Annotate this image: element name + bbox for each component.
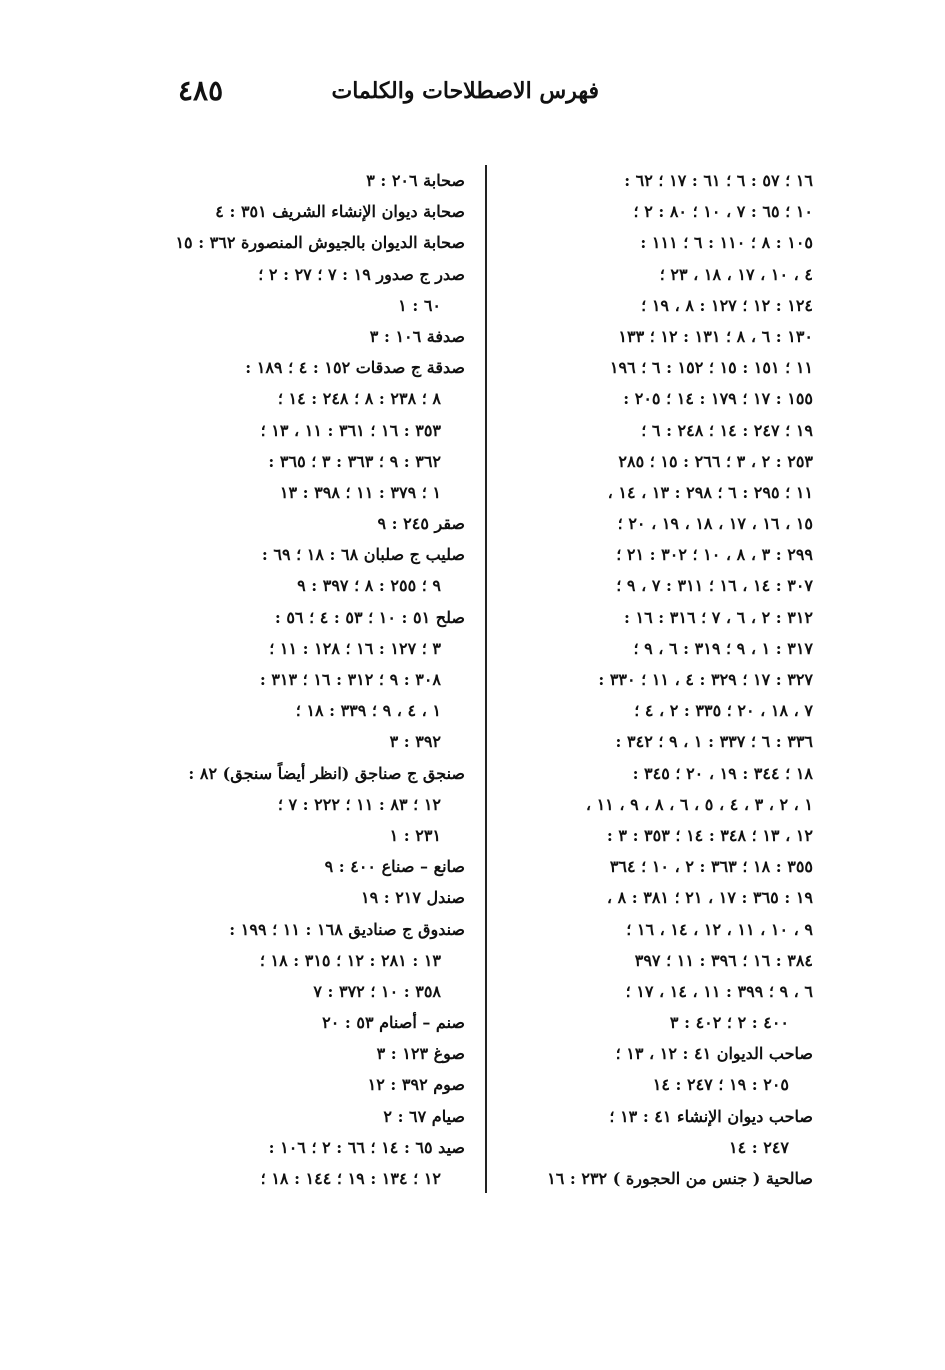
index-line: ١٢ ، ١٣ ؛ ٣٤٨ : ١٤ ؛ ٣٥٣ : ٣ : (606, 825, 813, 845)
index-line: ٣ ؛ ١٢٧ : ١٦ ؛ ١٢٨ : ١١ ؛ (269, 638, 441, 658)
index-line: ٣٢٧ : ١٧ ؛ ٣٢٩ : ٤ ، ١١ ؛ ٣٣٠ : (598, 670, 813, 689)
index-line: ١٢ ؛ ١٣٤ : ١٩ ؛ ١٤٤ : ١٨ ؛ (260, 1169, 441, 1188)
index-line: ٣٥٣ : ١٦ ؛ ٣٦١ : ١١ ، ١٣ ؛ (260, 420, 441, 440)
index-line: صانع – صناع ٤٠٠ : ٩ (324, 857, 465, 877)
index-line: ٨ ؛ ٢٣٨ : ٨ ؛ ٢٤٨ : ١٤ ؛ (277, 389, 441, 409)
index-line: صدفة ١٠٦ : ٣ (369, 326, 465, 346)
index-line: ٩ ، ١٠ ، ١١ ، ١٢ ، ١٤ ، ١٦ ؛ (626, 919, 813, 939)
index-line: صوغ ١٢٣ : ٣ (376, 1044, 465, 1064)
index-line: صيد ٦٥ : ١٤ ؛ ٦٦ : ٢ ؛ ١٠٦ : (268, 1137, 465, 1157)
page-header (0, 68, 945, 112)
index-line: ١٥ ، ١٦ ، ١٧ ، ١٨ ، ١٩ ، ٢٠ ؛ (617, 514, 813, 534)
index-line: صلح ٥١ : ١٠ ؛ ٥٣ : ٤ ؛ ٥٦ : (274, 607, 465, 627)
index-line: ٩ ؛ ٢٥٥ : ٨ ؛ ٣٩٧ : ٩ (297, 576, 441, 596)
index-line: صالحية ( جنس من الحجورة ) ٢٣٢ : ١٦ (547, 1169, 813, 1188)
index-column-left (155, 165, 465, 1194)
index-line: ١٥٥ : ١٧ ؛ ١٧٩ : ١٤ ؛ ٢٠٥ : (623, 389, 813, 409)
index-line: ٣٦٢ : ٩ ؛ ٣٦٣ : ٣ ؛ ٣٦٥ : (268, 451, 441, 471)
index-line: صحابة الديوان بالجيوش المنصورة ٣٦٢ : ١٥ (175, 233, 465, 253)
index-line: صحابة ٢٠٦ : ٣ (366, 171, 465, 190)
index-line: ٢٠٥ : ١٩ ؛ ٢٤٧ : ١٤ (652, 1075, 789, 1095)
index-line: ٢٣١ : ١ (389, 825, 441, 845)
index-line: ٦ ، ٩ ؛ ٣٩٩ : ١١ ، ١٤ ، ١٧ ؛ (625, 981, 813, 1001)
index-line: ٦٠ : ١ (398, 295, 441, 315)
index-line: ٢٤٧ : ١٤ (728, 1137, 789, 1157)
index-line: ١٢ ؛ ٨٣ : ١١ ؛ ٢٢٢ : ٧ ؛ (277, 794, 441, 814)
column-divider (485, 165, 487, 1193)
index-line: ١ ؛ ٣٧٩ : ١١ ؛ ٣٩٨ : ١٣ (279, 482, 441, 502)
index-line: ٢٩٩ : ٣ ، ٨ ، ١٠ ؛ ٣٠٢ : ٢١ ؛ (616, 545, 813, 565)
page-number: ٤٨٥ (178, 74, 224, 107)
index-line: ١٦ ؛ ٥٧ : ٦ ؛ ٦١ : ١٧ ؛ ٦٢ : (624, 171, 813, 190)
index-line: ١٣ : ٢٨١ : ١٢ ؛ ٣١٥ : ١٨ ؛ (259, 950, 441, 970)
index-line: صاحب ديوان الإنشاء ٤١ : ١٣ ؛ (609, 1106, 813, 1126)
index-line: صليب ج صلبان ٦٨ : ١٨ ؛ ٦٩ : (261, 545, 465, 565)
index-line: ١٠ ؛ ٦٥ : ٧ ، ١٠ ؛ ٨٠ : ٢ ؛ (633, 202, 813, 222)
index-line: ٣٨٤ : ١٦ ؛ ٣٩٦ : ١١ ؛ ٣٩٧ (634, 950, 813, 970)
index-line: ٢٥٣ : ٢ ، ٣ ؛ ٢٦٦ : ١٥ ؛ ٢٨٥ (618, 451, 813, 471)
index-line: ٣٩٢ : ٣ (389, 732, 441, 752)
index-line: صدر ج صدور ١٩ : ٧ ؛ ٢٧ : ٢ ؛ (258, 264, 465, 284)
index-line: ٤٠٠ : ٢ ؛ ٤٠٢ : ٣ (669, 1013, 789, 1033)
index-line: صقر ٢٤٥ : ٩ (377, 514, 465, 534)
index-line: ٣٠٧ : ١٤ ، ١٦ ؛ ٣١١ : ٧ ، ٩ ؛ (616, 576, 813, 596)
page-title: فهرس الاصطلاحات والكلمات (331, 78, 599, 104)
index-line: ٣١٧ : ١ ، ٩ ؛ ٣١٩ : ٦ ، ٩ ؛ (633, 638, 813, 658)
index-line: صاحب الديوان ٤١ : ١٢ ، ١٣ ؛ (615, 1044, 813, 1064)
index-line: ١٠٥ : ٨ ؛ ١١٠ : ٦ ؛ ١١١ : (640, 233, 813, 253)
index-line: ٣٥٥ : ١٨ ؛ ٣٦٣ : ٢ ، ١٠ ؛ ٣٦٤ (609, 857, 813, 877)
index-line: ١٢٤ : ١٢ ؛ ١٢٧ : ٨ ، ١٩ ؛ (641, 295, 813, 315)
index-line: ١ ، ٤ ، ٩ ؛ ٣٣٩ : ١٨ ؛ (295, 701, 441, 721)
index-line: صوم ٣٩٢ : ١٢ (367, 1075, 465, 1095)
index-line: ٣٥٨ : ١٠ ؛ ٣٧٢ : ٧ (313, 981, 441, 1001)
index-line: صيام ٦٧ : ٢ (383, 1106, 465, 1126)
index-line: ١٣٠ : ٦ ، ٨ ؛ ١٣١ : ١٢ ؛ ١٣٣ (618, 326, 813, 346)
index-line: ٣٣٦ : ٦ ؛ ٣٣٧ : ١ ، ٩ ؛ ٣٤٢ : (615, 732, 813, 752)
index-line: ١٩ : ٣٦٥ : ١٧ ، ٢١ ؛ ٣٨١ : ٨ ، (606, 888, 813, 908)
index-line: ٤ ، ١٠ ، ١٧ ، ١٨ ، ٢٣ ؛ (659, 264, 813, 284)
index-line: ١١ ؛ ٢٩٥ : ٦ ؛ ٢٩٨ : ١٣ ، ١٤ ، (607, 482, 813, 502)
index-line: ١٨ ؛ ٣٤٤ : ١٩ ، ٢٠ ؛ ٣٤٥ : (632, 763, 813, 783)
index-line: ١٩ ؛ ٢٤٧ : ١٤ ؛ ٢٤٨ : ٦ ؛ (641, 420, 813, 440)
index-line: صدقة ج صدقات ١٥٢ : ٤ ؛ ١٨٩ : (245, 358, 465, 378)
index-line: صنجق ج صناجق (انظر أيضاً سنجق) ٨٢ : (188, 763, 465, 783)
index-line: صندل ٢١٧ : ١٩ (360, 888, 465, 908)
index-line: ١ ، ٢ ، ٣ ، ٤ ، ٥ ، ٦ ، ٨ ، ٩ ، ١١ ، (585, 794, 813, 814)
index-line: صحابة ديوان الإنشاء الشريف ٣٥١ : ٤ (215, 202, 465, 222)
index-line: ٧ ، ١٨ ، ٢٠ ؛ ٣٣٥ : ٢ ، ٤ ؛ (634, 701, 813, 721)
index-line: ٣٠٨ : ٩ ؛ ٣١٢ : ١٦ ؛ ٣١٣ : (259, 670, 441, 689)
index-line: صندوق ج صناديق ١٦٨ : ١١ ؛ ١٩٩ : (229, 919, 465, 939)
index-line: ١١ ؛ ١٥١ : ١٥ ؛ ١٥٢ : ٦ ؛ ١٩٦ (609, 358, 813, 378)
index-column-right (505, 165, 813, 1194)
index-line: ٣١٢ : ٢ ، ٦ ، ٧ ؛ ٣١٦ : ١٦ : (624, 607, 813, 627)
index-line: صنم – أصنام ٥٣ : ٢٠ (322, 1013, 465, 1033)
